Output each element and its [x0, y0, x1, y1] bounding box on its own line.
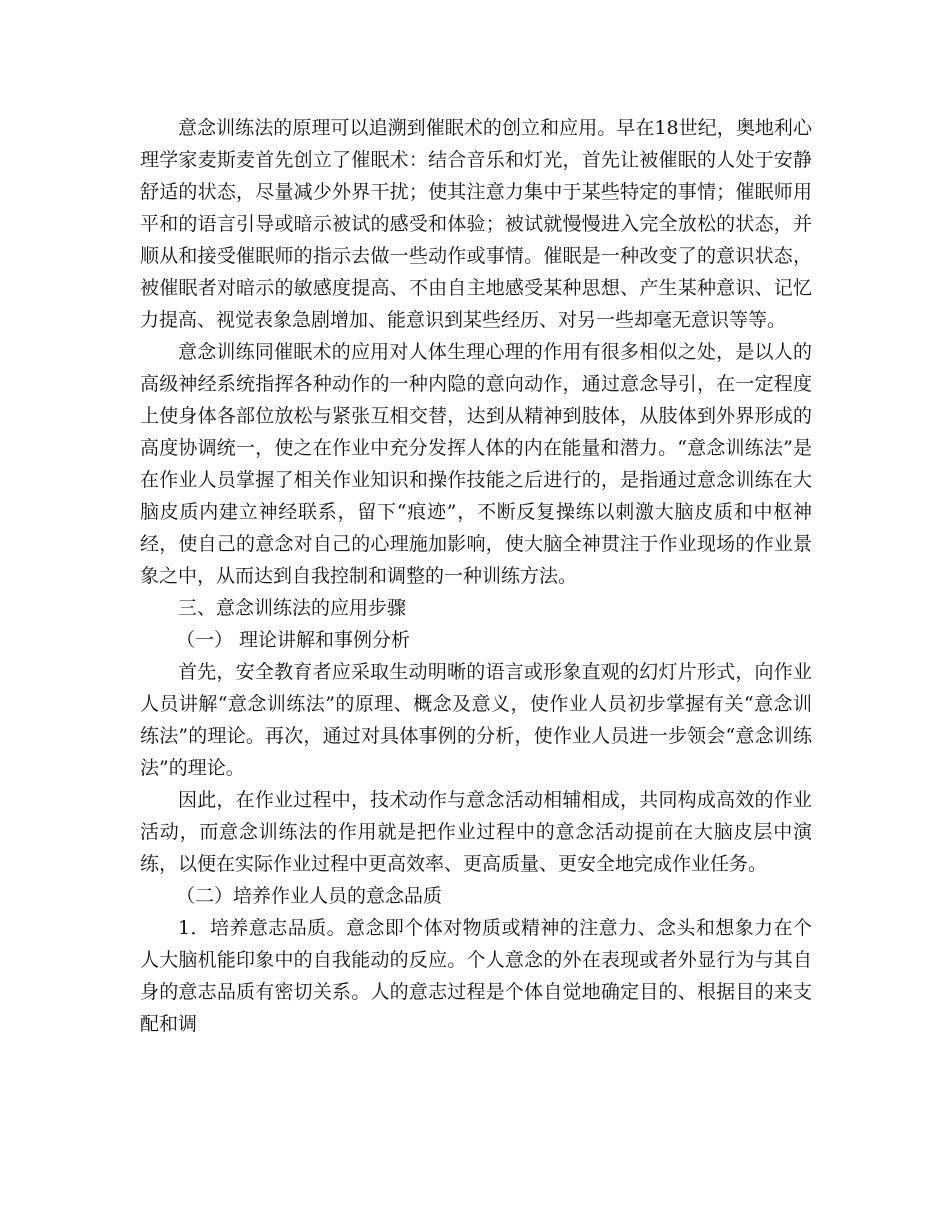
subheading-theory-explanation: （一） 理论讲解和事例分析 — [176, 629, 411, 651]
paragraph-theory-explanation: 首先，安全教育者应采取生动明晰的语言或形象直观的幻灯片形式，向作业人员讲解“意念训练法”的原理、概念及意义，使作业人员初步掌握有关“意念训练法”的理论。再次，通过对具体事例的分析，使作业人员进一步领会“意念训练法”的理论。 — [140, 661, 812, 779]
subheading-mental-quality: （二）培养作业人员的意念品质 — [176, 885, 443, 907]
paragraph-will-quality: 1．培养意志品质。意念即个体对物质或精神的注意力、念头和想象力在个人大脑机能印象中的自我能动的反应。个人意念的外在表现或者外显行为与其自身的意志品质有密切关系。人的意志过程是个体自觉地确定目的、根据目的来支配和调 — [140, 917, 812, 1035]
section-heading-application-steps: 三、意念训练法的应用步骤 — [178, 597, 407, 619]
paragraph-hypnosis-origin: 意念训练法的原理可以追溯到催眠术的创立和应用。早在18世纪，奥地利心理学家麦斯麦首先创立了催眠术：结合音乐和灯光，首先让被催眠的人处于安静舒适的状态，尽量减少外界干扰；使其注意力集中于某些特定的事情；催眠师用平和的语言引导或暗示被试的感受和体验；被试就慢慢进入完全放松的状态，并顺从和接受催眠师的指示去做一些动作或事情。催眠是一种改变了的意识状态，被催眠者对暗示的敏感度提高、不由自主地感受某种思想、产生某种意识、记忆力提高、视觉表象急剧增加、能意识到某些经历、对另一些却毫无意识等等。 — [140, 117, 812, 331]
paragraph-mental-training-definition: 意念训练同催眠术的应用对人体生理心理的作用有很多相似之处，是以人的高级神经系统指挥各种动作的一种内隐的意向动作，通过意念导引，在一定程度上使身体各部位放松与紧张互相交替，达到从精神到肢体，从肢体到外界形成的高度协调统一，使之在作业中充分发挥人体的内在能量和潜力。“意念训练法”是在作业人员掌握了相关作业知识和操作技能之后进行的，是指通过意念训练在大脑皮质内建立神经联系，留下“痕迹”，不断反复操练以刺激大脑皮质和中枢神经，使自己的意念对自己的心理施加影响，使大脑全神贯注于作业现场的作业景象之中，从而达到自我控制和调整的一种训练方法。 — [140, 341, 812, 587]
paragraph-conclusion: 因此，在作业过程中，技术动作与意念活动相辅相成，共同构成高效的作业活动，而意念训练法的作用就是把作业过程中的意念活动提前在大脑皮层中演练，以便在实际作业过程中更高效率、更高质量、更安全地完成作业任务。 — [140, 789, 812, 875]
document-page — [140, 112, 812, 1040]
